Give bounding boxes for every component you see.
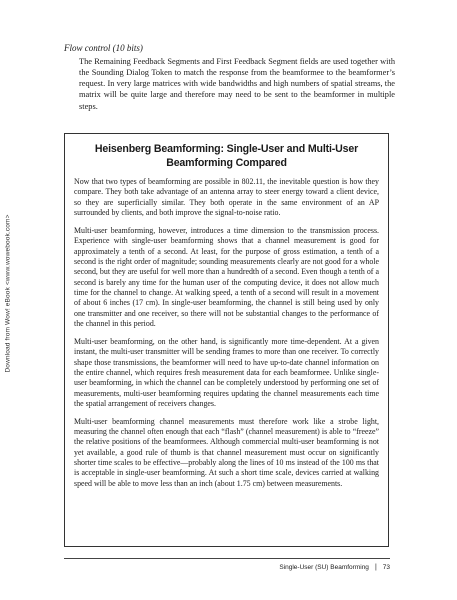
sidebar-paragraph-1: Now that two types of beamforming are possible in 802.11, the inevitable question is how they compare. They both take advantage of an antenna array to steer energy toward a client device, so they are superficially similar. They both operate in the same environment of an AP surrounded by clients, and both improve the signal-to-noise ratio. (74, 177, 379, 218)
footer-separator: | (374, 564, 377, 571)
sidebar-paragraph-2: Multi-user beamforming, however, introduces a time dimension to the transmission process. Experience with single-user beamforming shows that a channel measurement is good for approximately a tenth of a second. At least, for the purpose of gross estimation, a tenth of a second is the right order of magnitude; sounding measurements clearly are not good for a whole second, but they are useful for well more than a hundredth of a second. Even though a tenth of a second is barely any time for the human user of the computing device, it does not allow much time for the channel to change. At walking speed, a tenth of a second will result in a movement of about 6 inches (17 cm). In single-user beamforming, the channel is still being used by only one transmitter and one receiver, so there will not be substantial changes to the performance of the channel in this period. (74, 225, 379, 328)
flow-control-heading: Flow control (10 bits) (64, 43, 143, 53)
sidebar-paragraph-3: Multi-user beamforming, on the other hand, is significantly more time-dependent. At a given instant, the multi-user transmitter will be sending frames to more than one receiver. To correctly shape those transmissions, the beamformer will need to have up-to-date channel information on the entire channel, which requires fresh measurement data for each beamformee. Unlike single-user beamforming, in which the channel can be completely understood by performing one set of measurements, multi-user beamforming requires updating the channel measurements each time the spatial arrangement of receivers changes. (74, 336, 379, 408)
page-number: 73 (382, 564, 390, 571)
side-watermark (2, 188, 14, 398)
sidebar-paragraph-4: Multi-user beamforming channel measurements must therefore work like a strobe light, measuring the channel often enough that each “flash” (channel measurement) is able to “freeze” the relative positions of the beamformees. Although commercial multi-user beamforming is not yet available, a good rule of thumb is that channel measurement must occur on significantly shorter time scales to be effective—probably along the lines of 10 ms instead of the 100 ms that is acceptable in single-user beamforming. At such a short time scale, devices carried at walking speed will be able to move less than an inch (about 1.75 cm) between measurements. (74, 416, 379, 488)
watermark-text: Download from Wow! eBook <www.wowebook.com> (4, 213, 12, 373)
footer-rule (64, 558, 390, 559)
page-footer (279, 563, 390, 572)
sidebar-title: Heisenberg Beamforming: Single-User and Multi-User Beamforming Compared (94, 143, 359, 169)
sidebar-box (64, 133, 389, 547)
flow-control-paragraph: The Remaining Feedback Segments and First Feedback Segment fields are used together with the Sounding Dialog Token to match the response from the beamformee to the beamformer’s request. In very large matrices with wide bandwidths and high numbers of spatial streams, the matrix will be quite large and therefore may need to be sent to the beamformer in multiple steps. (79, 57, 395, 111)
footer-section-title: Single-User (SU) Beamforming (279, 564, 369, 571)
